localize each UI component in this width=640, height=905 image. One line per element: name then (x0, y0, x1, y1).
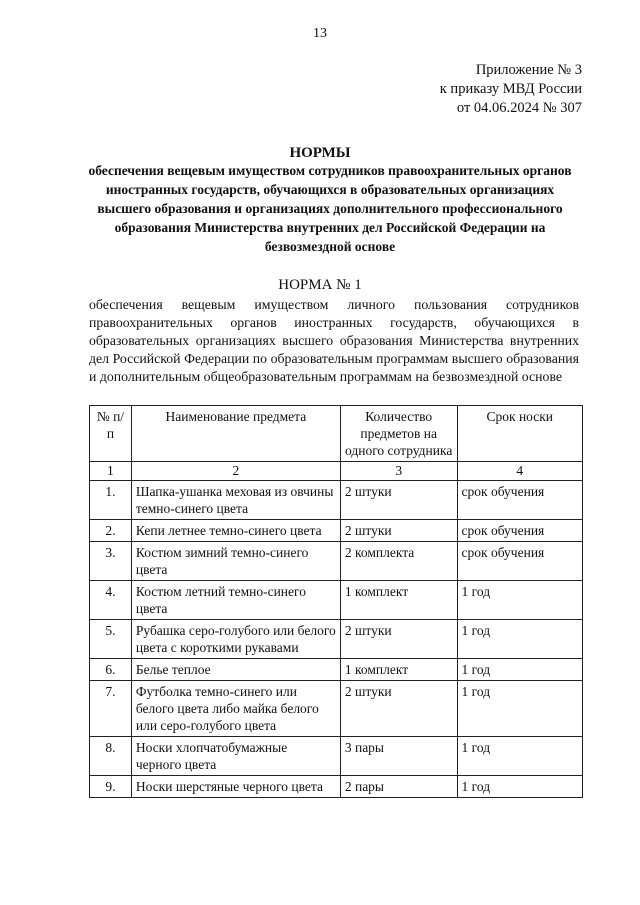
table-row (90, 520, 583, 542)
item-name: Рубашка серо-голубого или белого цвета с короткими рукавами (131, 620, 340, 659)
item-quantity: 2 штуки (340, 620, 457, 659)
column-number: 4 (457, 462, 582, 481)
document-title: НОРМЫ (289, 145, 351, 161)
item-term: срок обучения (457, 481, 582, 520)
item-name: Белье теплое (131, 659, 340, 681)
table-row (90, 581, 583, 620)
item-term: 1 год (457, 659, 582, 681)
item-term: 1 год (457, 620, 582, 659)
row-number: 6. (90, 659, 132, 681)
table-row (90, 776, 583, 798)
table-row (90, 681, 583, 737)
item-quantity: 2 штуки (340, 481, 457, 520)
column-number: 2 (131, 462, 340, 481)
row-number: 8. (90, 737, 132, 776)
row-number: 7. (90, 681, 132, 737)
page-number: 13 (313, 26, 327, 41)
row-number: 2. (90, 520, 132, 542)
item-term: срок обучения (457, 542, 582, 581)
header-wear-term: Срок носки (457, 406, 582, 462)
table-row (90, 659, 583, 681)
column-number: 3 (340, 462, 457, 481)
appendix-line-2: к приказу МВД России (439, 81, 582, 97)
item-name: Носки хлопчатобумажные черного цвета (131, 737, 340, 776)
item-term: срок обучения (457, 520, 582, 542)
header-quantity: Количество предметов на одного сотрудника (340, 406, 457, 462)
item-name: Костюм летний темно-синего цвета (131, 581, 340, 620)
appendix-line-3: от 04.06.2024 № 307 (456, 100, 582, 116)
item-quantity: 2 пары (340, 776, 457, 798)
items-table (89, 405, 583, 798)
item-quantity: 3 пары (340, 737, 457, 776)
item-term: 1 год (457, 776, 582, 798)
item-term: 1 год (457, 581, 582, 620)
table-row (90, 542, 583, 581)
row-number: 1. (90, 481, 132, 520)
row-number: 3. (90, 542, 132, 581)
item-quantity: 2 комплекта (340, 542, 457, 581)
item-quantity: 2 штуки (340, 681, 457, 737)
item-quantity: 2 штуки (340, 520, 457, 542)
row-number: 4. (90, 581, 132, 620)
item-name: Костюм зимний темно-синего цвета (131, 542, 340, 581)
item-name: Носки шерстяные черного цвета (131, 776, 340, 798)
table-row (90, 737, 583, 776)
item-name: Футболка темно-синего или белого цвета либо майка белого или серо-голубого цвета (131, 681, 340, 737)
header-number: № п/п (90, 406, 132, 462)
item-name: Кепи летнее темно-синего цвета (131, 520, 340, 542)
item-quantity: 1 комплект (340, 581, 457, 620)
item-name: Шапка-ушанка меховая из овчины темно-синего цвета (131, 481, 340, 520)
header-item-name: Наименование предмета (131, 406, 340, 462)
document-subtitle: обеспечения вещевым имуществом сотрудников правоохранительных органов иностранных государств, обучающихся в образовательных организациях высшего образования и организациях дополнительного профессионального образования Министерства внутренних дел Российской Федерации на безвозмездной основе (88, 163, 572, 254)
item-term: 1 год (457, 681, 582, 737)
norm-description: обеспечения вещевым имуществом личного пользования сотрудников правоохранительных органов иностранных государств, обучающихся в образовательных организациях высшего образования Министерства внутренних дел Российской Федерации по образовательным программам высшего образования и дополнительным общеобразовательным программам на безвозмездной основе (89, 297, 579, 384)
column-number: 1 (90, 462, 132, 481)
column-number-row (90, 462, 583, 481)
appendix-line-1: Приложение № 3 (475, 62, 582, 78)
table-row (90, 481, 583, 520)
norm-title: НОРМА № 1 (278, 277, 362, 293)
item-quantity: 1 комплект (340, 659, 457, 681)
item-term: 1 год (457, 737, 582, 776)
table-row (90, 620, 583, 659)
row-number: 5. (90, 620, 132, 659)
table-header-row (90, 406, 583, 462)
row-number: 9. (90, 776, 132, 798)
appendix-reference (440, 61, 582, 118)
